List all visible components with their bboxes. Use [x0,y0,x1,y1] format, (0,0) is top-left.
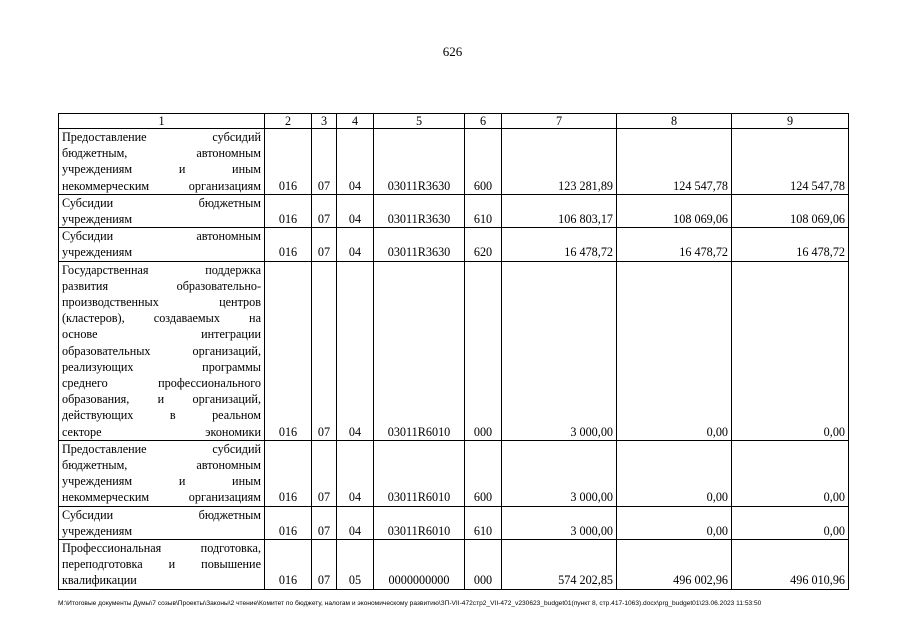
amount-year2-cell: 0,00 [617,440,732,506]
name-line: образовательных организаций, [62,343,261,358]
target-article-cell: 03011R3630 [374,228,465,261]
department-code-cell: 016 [265,440,312,506]
name-line: реализующих программы [62,359,261,374]
amount-year1-cell: 574 202,85 [502,540,617,590]
name-line: развития образовательно- [62,278,261,293]
amount-year1-cell: 3 000,00 [502,506,617,539]
department-code-cell: 016 [265,129,312,195]
column-header: 5 [374,114,465,129]
expense-type-cell: 000 [465,261,502,440]
amount-year1-cell: 3 000,00 [502,440,617,506]
department-code-cell: 016 [265,194,312,227]
amount-year1-cell: 3 000,00 [502,261,617,440]
target-article-cell: 0000000000 [374,540,465,590]
amount-year2-cell: 0,00 [617,506,732,539]
amount-year1-cell: 106 803,17 [502,194,617,227]
expense-type-cell: 620 [465,228,502,261]
amount-year3-cell: 496 010,96 [732,540,849,590]
amount-year2-cell: 16 478,72 [617,228,732,261]
name-line: некоммерческим организациям [62,490,261,505]
name-line: переподготовка и повышение [62,557,261,572]
amount-year3-cell: 0,00 [732,506,849,539]
target-article-cell: 03011R6010 [374,261,465,440]
name-line: бюджетным, автономным [62,146,261,161]
name-line: учреждениям и иным [62,474,261,489]
expense-type-cell: 000 [465,540,502,590]
column-header: 8 [617,114,732,129]
subsection-code-cell: 05 [337,540,374,590]
section-code-cell: 07 [312,440,337,506]
subsection-code-cell: 04 [337,228,374,261]
name-line: секторе экономики [62,424,261,439]
table-row [59,540,849,590]
column-header: 4 [337,114,374,129]
subsection-code-cell: 04 [337,129,374,195]
column-header: 1 [59,114,265,129]
amount-year2-cell: 124 547,78 [617,129,732,195]
amount-year2-cell: 0,00 [617,261,732,440]
amount-year2-cell: 108 069,06 [617,194,732,227]
table-row [59,194,849,227]
column-header: 7 [502,114,617,129]
expense-type-cell: 600 [465,440,502,506]
amount-year3-cell: 0,00 [732,440,849,506]
expense-type-cell: 610 [465,194,502,227]
name-line: учреждениям и иным [62,162,261,177]
name-line: образования, и организаций, [62,392,261,407]
budget-table [58,113,849,590]
name-line: Предоставление субсидий [62,130,261,144]
target-article-cell: 03011R6010 [374,440,465,506]
name-line: Государственная поддержка [62,262,261,277]
name-line: производственных центров [62,295,261,310]
amount-year3-cell: 16 478,72 [732,228,849,261]
column-header: 3 [312,114,337,129]
section-code-cell: 07 [312,540,337,590]
expense-type-cell: 600 [465,129,502,195]
amount-year1-cell: 123 281,89 [502,129,617,195]
amount-year3-cell: 124 547,78 [732,129,849,195]
target-article-cell: 03011R3630 [374,129,465,195]
target-article-cell: 03011R6010 [374,506,465,539]
name-line: Субсидии бюджетным [62,507,261,522]
table-row [59,228,849,261]
table-row [59,440,849,506]
header-row [59,114,849,129]
name-line: действующих в реальном [62,408,261,423]
department-code-cell: 016 [265,228,312,261]
name-line: среднего профессионального [62,376,261,391]
row-name-cell [59,261,265,440]
amount-year2-cell: 496 002,96 [617,540,732,590]
name-line: квалификации [62,573,137,588]
department-code-cell: 016 [265,506,312,539]
name-line: основе интеграции [62,327,261,342]
expense-type-cell: 610 [465,506,502,539]
row-name-cell [59,194,265,227]
table-row [59,506,849,539]
subsection-code-cell: 04 [337,261,374,440]
row-name-cell [59,540,265,590]
section-code-cell: 07 [312,194,337,227]
row-name-cell [59,440,265,506]
target-article-cell: 03011R3630 [374,194,465,227]
column-header: 2 [265,114,312,129]
section-code-cell: 07 [312,228,337,261]
subsection-code-cell: 04 [337,440,374,506]
name-line: Субсидии автономным [62,229,261,244]
section-code-cell: 07 [312,129,337,195]
name-line: (кластеров), создаваемых на [62,311,261,326]
section-code-cell: 07 [312,261,337,440]
name-line: учреждениям [62,523,133,538]
row-name-cell [59,129,265,195]
name-line: учреждениям [62,212,133,227]
name-line: учреждениям [62,245,133,260]
subsection-code-cell: 04 [337,194,374,227]
row-name-cell [59,228,265,261]
amount-year3-cell: 108 069,06 [732,194,849,227]
section-code-cell: 07 [312,506,337,539]
table-row [59,129,849,195]
department-code-cell: 016 [265,261,312,440]
page-number: 626 [442,44,463,59]
subsection-code-cell: 04 [337,506,374,539]
column-header: 9 [732,114,849,129]
name-line: некоммерческим организациям [62,178,261,193]
table-row [59,261,849,440]
department-code-cell: 016 [265,540,312,590]
amount-year3-cell: 0,00 [732,261,849,440]
file-path-footer: M:\Итоговые документы Думы\7 созыв\Проекты\Законы\2 чтение\Комитет по бюджету, налогам и экономическому развитию\ЗП-VII-472стр2_VII-472_v230623_budget01(пункт 8, стр.417-1063).docx\prg_budget01\23.06.2023 11:53:50 [58,600,762,607]
row-name-cell [59,506,265,539]
name-line: бюджетным, автономным [62,458,261,473]
name-line: Профессиональная подготовка, [62,541,261,556]
name-line: Предоставление субсидий [62,441,261,456]
column-header: 6 [465,114,502,129]
amount-year1-cell: 16 478,72 [502,228,617,261]
name-line: Субсидии бюджетным [62,195,261,210]
